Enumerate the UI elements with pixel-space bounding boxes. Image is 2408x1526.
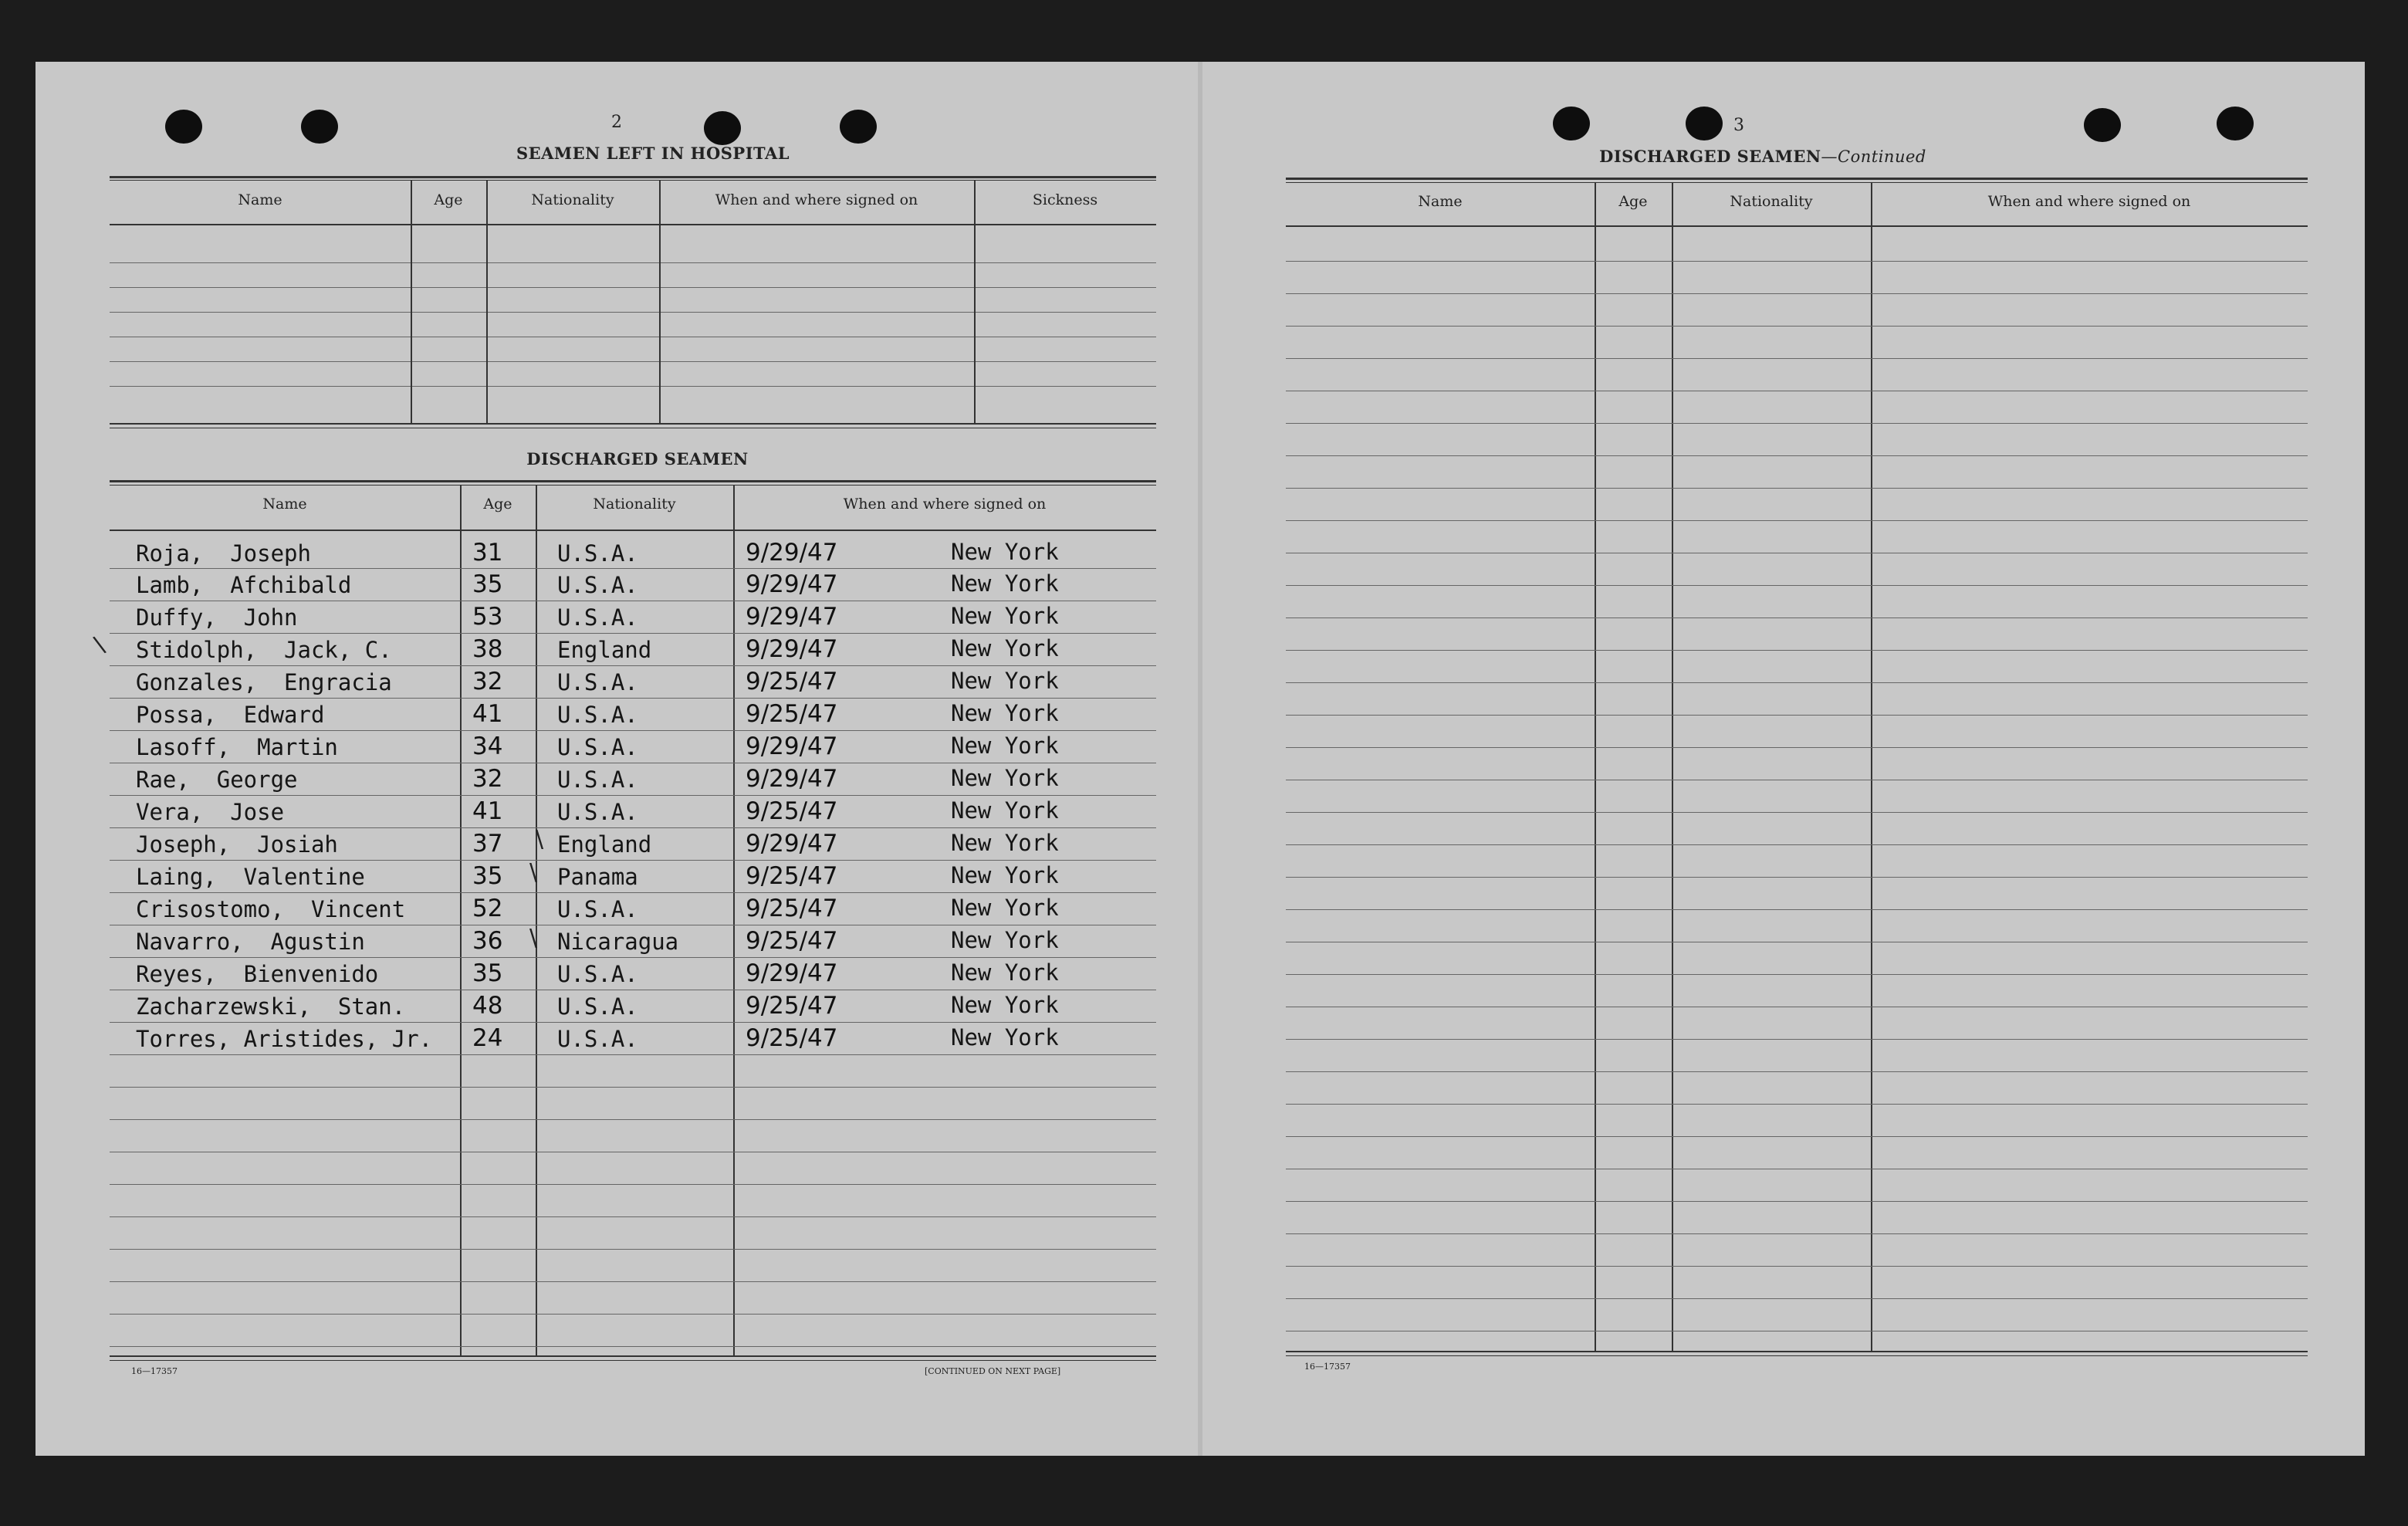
signed-on-date: 9/25/47 [746, 862, 838, 890]
seaman-name: Gonzales, Engracia [136, 669, 392, 695]
ruled-line [110, 795, 1156, 796]
ruled-line [110, 1054, 1156, 1055]
left-page [36, 62, 1198, 1456]
seaman-nationality: Nicaragua [557, 929, 679, 955]
form-number: 16—17357 [1304, 1362, 1351, 1372]
ruled-line [1286, 358, 2308, 359]
ruled-line [110, 633, 1156, 634]
signed-on-date: 9/25/47 [746, 797, 838, 825]
ruled-line [1286, 261, 2308, 262]
signed-on-date: 9/29/47 [746, 603, 838, 631]
ruled-line [1286, 812, 2308, 813]
ruled-line [110, 1314, 1156, 1315]
seaman-age: 32 [472, 765, 503, 793]
seaman-name: Navarro, Agustin [136, 929, 365, 955]
seaman-age: 32 [472, 668, 503, 695]
ruled-line [1286, 585, 2308, 586]
ruled-line [1286, 877, 2308, 878]
seaman-nationality: England [557, 831, 652, 858]
signed-on-place: New York [951, 959, 1059, 986]
seaman-age: 53 [472, 603, 503, 631]
signed-on-place: New York [951, 635, 1059, 661]
seaman-age: 36 [472, 927, 503, 955]
signed-on-place: New York [951, 1024, 1059, 1051]
ruled-line [1286, 650, 2308, 651]
ruled-line [1286, 293, 2308, 294]
signed-on-place: New York [951, 570, 1059, 597]
punch-hole [2217, 107, 2254, 140]
ruled-line [1286, 1104, 2308, 1105]
seaman-nationality: U.S.A. [557, 961, 638, 987]
punch-hole [840, 110, 877, 144]
seaman-name: Lamb, Afchibald [136, 572, 352, 598]
signed-on-place: New York [951, 830, 1059, 856]
column-header: Sickness [1032, 191, 1098, 208]
signed-on-date: 9/29/47 [746, 635, 838, 663]
discharged-section-title: DISCHARGED SEAMEN [526, 449, 749, 469]
seaman-age: 37 [472, 830, 503, 858]
seaman-nationality: U.S.A. [557, 669, 638, 695]
column-header: Name [1418, 193, 1463, 210]
ruled-line [110, 860, 1156, 861]
seaman-nationality: U.S.A. [557, 896, 638, 922]
ruled-line [1286, 682, 2308, 683]
ruled-line [1286, 1233, 2308, 1234]
seaman-age: 41 [472, 700, 503, 728]
seaman-nationality: U.S.A. [557, 702, 638, 728]
signed-on-place: New York [951, 927, 1059, 953]
seaman-nationality: U.S.A. [557, 572, 638, 598]
check-mark: \ [91, 631, 108, 659]
column-header: Age [434, 191, 463, 208]
ruled-line [110, 568, 1156, 569]
punch-hole [301, 110, 338, 144]
ruled-line [110, 827, 1156, 828]
ruled-line [1286, 326, 2308, 327]
ruled-line [1286, 488, 2308, 489]
signed-on-date: 9/25/47 [746, 927, 838, 955]
ruled-line [1286, 423, 2308, 424]
signed-on-place: New York [951, 733, 1059, 759]
ruled-line [1286, 1298, 2308, 1299]
ruled-line [1286, 747, 2308, 748]
check-mark: \ [529, 859, 538, 886]
seaman-name: Crisostomo, Vincent [136, 896, 406, 922]
ruled-line [110, 730, 1156, 731]
signed-on-place: New York [951, 603, 1059, 629]
signed-on-date: 9/25/47 [746, 700, 838, 728]
ruled-line [110, 1087, 1156, 1088]
signed-on-place: New York [951, 862, 1059, 888]
ruled-line [110, 698, 1156, 699]
discharged-continued-title: DISCHARGED SEAMEN—Continued [1599, 147, 1926, 166]
signed-on-place: New York [951, 992, 1059, 1018]
seaman-name: Reyes, Bienvenido [136, 961, 379, 987]
punch-hole [1686, 107, 1723, 140]
seaman-nationality: U.S.A. [557, 604, 638, 631]
seaman-name: Stidolph, Jack, C. [136, 637, 392, 663]
signed-on-date: 9/25/47 [746, 1024, 838, 1052]
right-page [1202, 62, 2365, 1456]
seaman-age: 24 [472, 1024, 503, 1052]
signed-on-date: 9/29/47 [746, 570, 838, 598]
signed-on-date: 9/29/47 [746, 539, 838, 567]
column-header: Name [262, 496, 307, 513]
column-header: Nationality [531, 191, 614, 208]
seaman-age: 34 [472, 733, 503, 760]
page-number: 3 [1733, 116, 1744, 135]
ruled-line [110, 1216, 1156, 1217]
signed-on-date: 9/29/47 [746, 830, 838, 858]
signed-on-date: 9/25/47 [746, 895, 838, 922]
signed-on-place: New York [951, 895, 1059, 921]
seaman-name: Vera, Jose [136, 799, 285, 825]
signed-on-place: New York [951, 539, 1059, 565]
ruled-line [1286, 1071, 2308, 1072]
seaman-nationality: Panama [557, 864, 638, 890]
ruled-line [110, 665, 1156, 666]
seaman-nationality: England [557, 637, 652, 663]
column-header: When and where signed on [715, 191, 918, 208]
seaman-nationality: U.S.A. [557, 734, 638, 760]
column-header: Name [238, 191, 282, 208]
punch-hole [704, 111, 741, 145]
seaman-age: 35 [472, 959, 503, 987]
ruled-line [1286, 455, 2308, 456]
seaman-name: Torres, Aristides, Jr. [136, 1026, 433, 1052]
ruled-line [1286, 1266, 2308, 1267]
seaman-age: 35 [472, 570, 503, 598]
signed-on-date: 9/29/47 [746, 733, 838, 760]
signed-on-place: New York [951, 700, 1059, 726]
ruled-line [110, 1119, 1156, 1120]
seaman-nationality: U.S.A. [557, 540, 638, 567]
signed-on-date: 9/25/47 [746, 992, 838, 1020]
document-sheet [36, 62, 2365, 1456]
check-mark: \ [536, 826, 544, 853]
seaman-age: 35 [472, 862, 503, 890]
signed-on-date: 9/29/47 [746, 959, 838, 987]
seaman-nationality: U.S.A. [557, 1026, 638, 1052]
seaman-nationality: U.S.A. [557, 766, 638, 793]
seaman-age: 31 [472, 539, 503, 567]
signed-on-date: 9/29/47 [746, 765, 838, 793]
ruled-line [110, 957, 1156, 958]
ruled-line [110, 1249, 1156, 1250]
seaman-name: Possa, Edward [136, 702, 325, 728]
check-mark: \ [529, 925, 538, 952]
hospital-section-title: SEAMEN LEFT IN HOSPITAL [516, 144, 790, 163]
ruled-line [1286, 909, 2308, 910]
ruled-line [110, 1281, 1156, 1282]
seaman-nationality: U.S.A. [557, 993, 638, 1020]
punch-hole [1553, 107, 1590, 140]
seaman-nationality: U.S.A. [557, 799, 638, 825]
seaman-age: 41 [472, 797, 503, 825]
seaman-age: 52 [472, 895, 503, 922]
signed-on-place: New York [951, 797, 1059, 824]
seaman-name: Laing, Valentine [136, 864, 365, 890]
column-header: Age [1618, 193, 1648, 210]
continued-note: [CONTINUED ON NEXT PAGE] [925, 1366, 1061, 1376]
seaman-name: Duffy, John [136, 604, 298, 631]
signed-on-date: 9/25/47 [746, 668, 838, 695]
signed-on-place: New York [951, 765, 1059, 791]
ruled-line [110, 892, 1156, 893]
ruled-line [1286, 1039, 2308, 1040]
ruled-line [1286, 1136, 2308, 1137]
signed-on-place: New York [951, 668, 1059, 694]
ruled-line [1286, 974, 2308, 975]
ruled-line [110, 1184, 1156, 1185]
form-number: 16—17357 [131, 1366, 178, 1376]
seaman-age: 38 [472, 635, 503, 663]
column-header: Nationality [1730, 193, 1813, 210]
column-header: Age [483, 496, 512, 513]
seaman-name: Roja, Joseph [136, 540, 311, 567]
seaman-name: Zacharzewski, Stan. [136, 993, 406, 1020]
column-header: Nationality [593, 496, 676, 513]
ruled-line [110, 1346, 1156, 1347]
column-header: When and where signed on [843, 496, 1047, 513]
ruled-line [1286, 844, 2308, 845]
seaman-age: 48 [472, 992, 503, 1020]
ruled-line [1286, 1201, 2308, 1202]
column-header: When and where signed on [1987, 193, 2191, 210]
seaman-name: Lasoff, Martin [136, 734, 338, 760]
page-number: 2 [611, 113, 622, 132]
seaman-name: Joseph, Josiah [136, 831, 338, 858]
seaman-name: Rae, George [136, 766, 298, 793]
punch-hole [2084, 108, 2121, 142]
ruled-line [1286, 520, 2308, 521]
ruled-line [110, 1022, 1156, 1023]
punch-hole [165, 110, 202, 144]
ruled-line [1286, 715, 2308, 716]
